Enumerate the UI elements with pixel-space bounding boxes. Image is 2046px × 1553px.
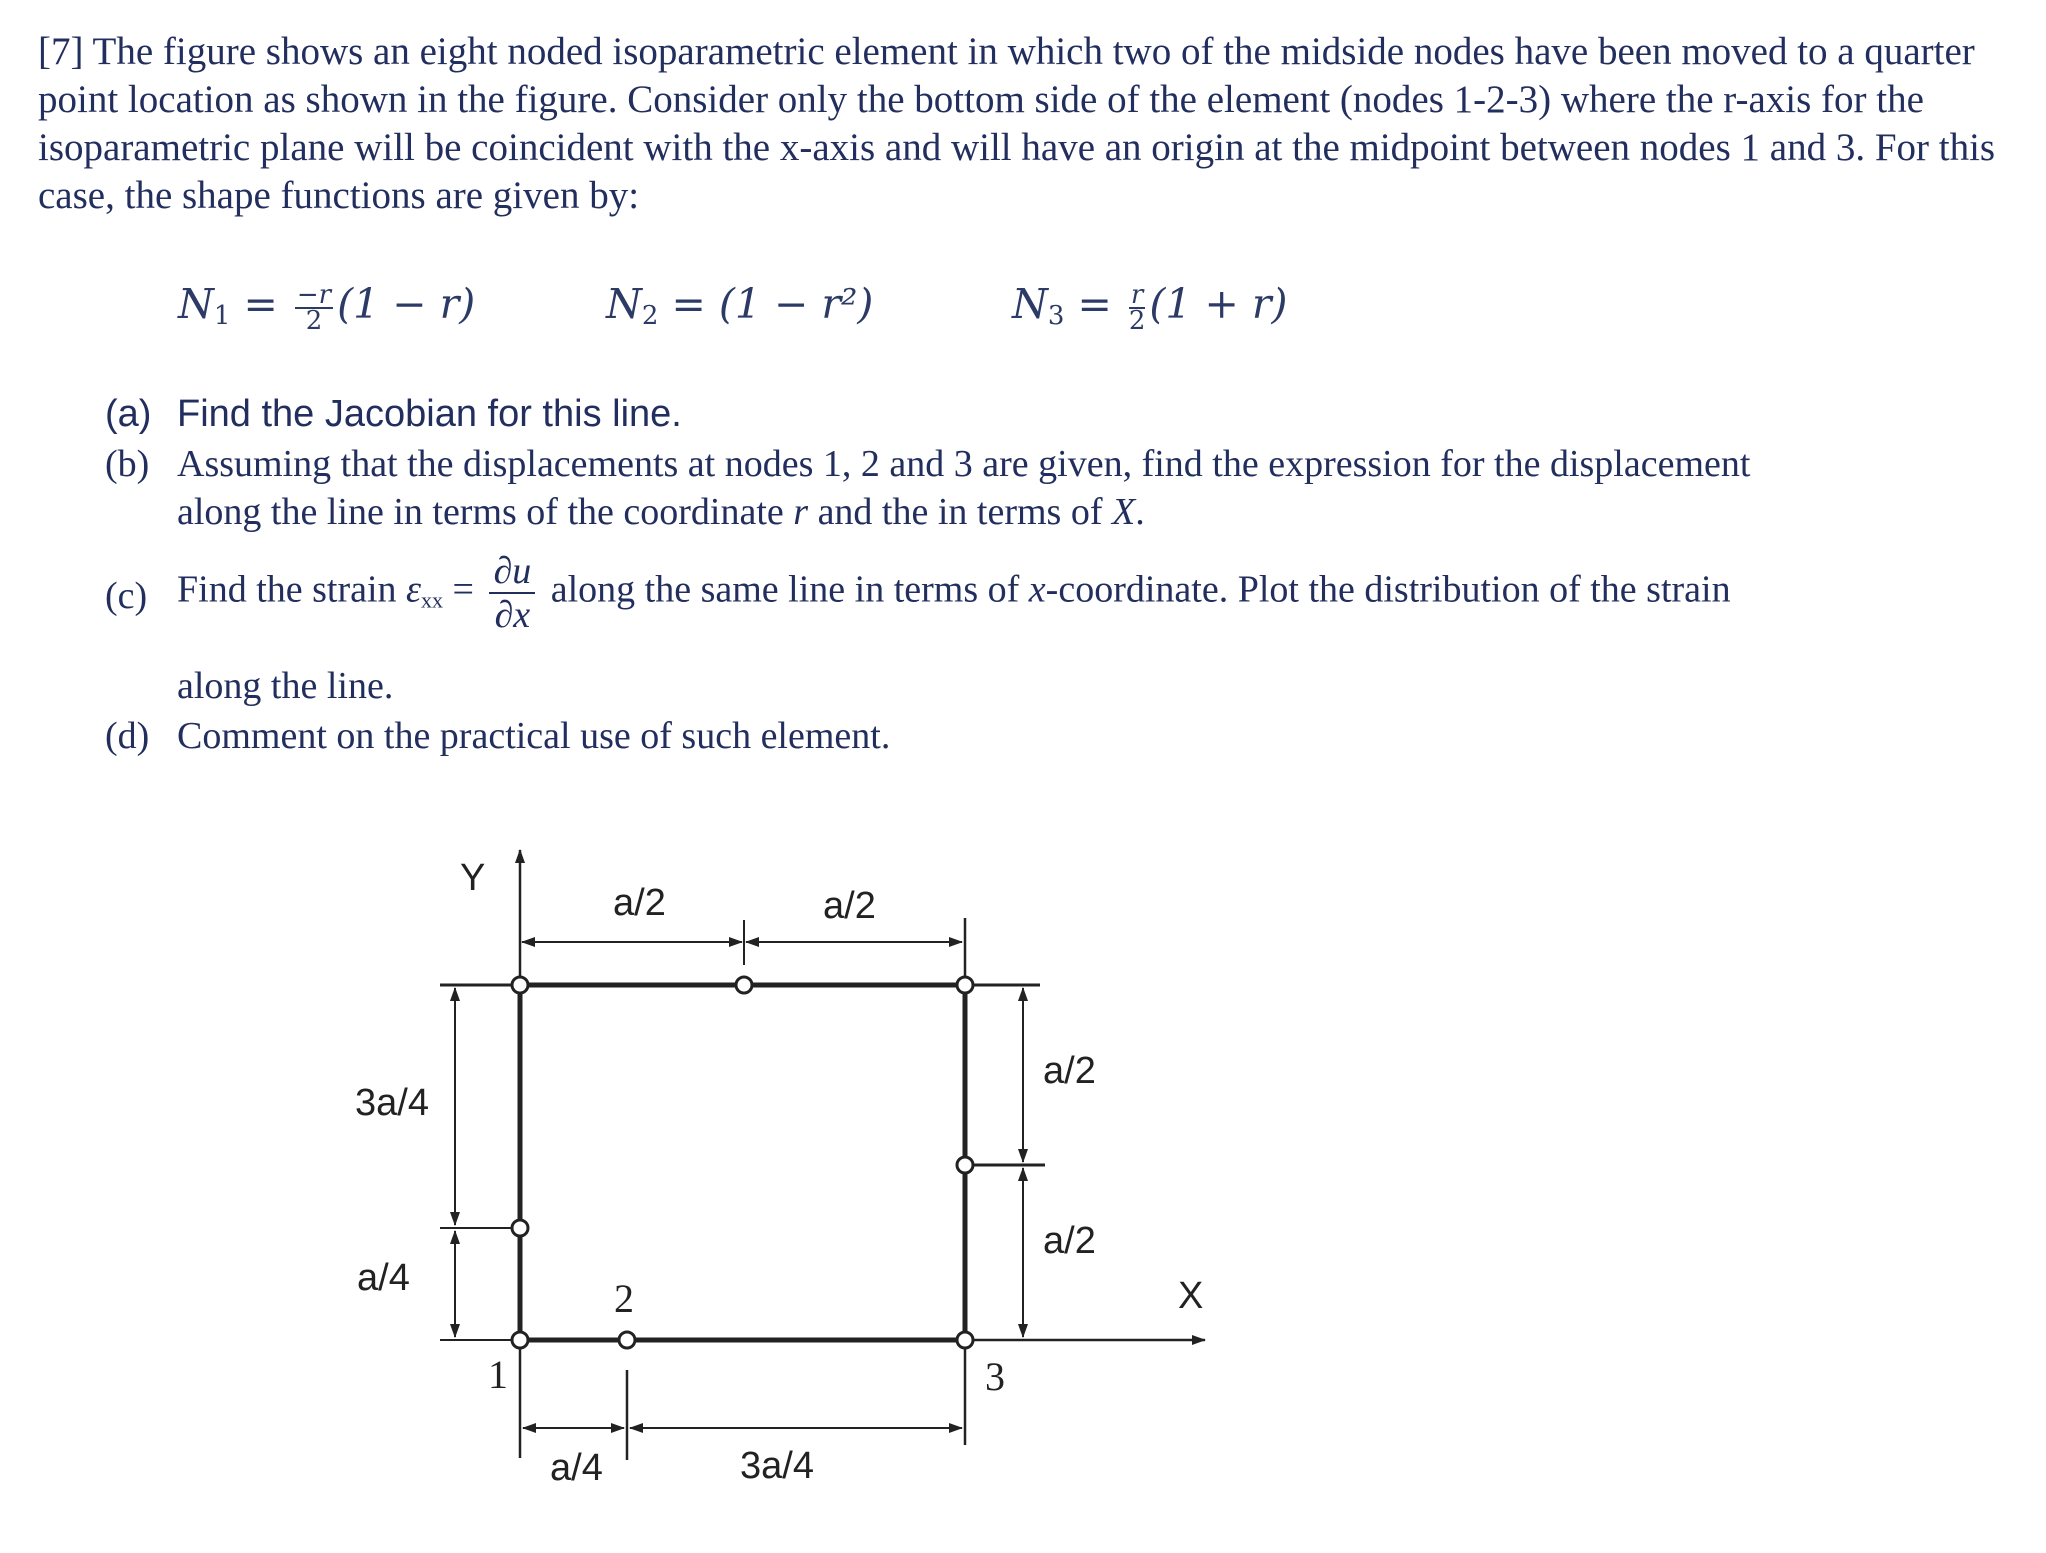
node-top-right-marker	[957, 977, 973, 993]
top-dim-right-label: a/2	[823, 885, 876, 927]
top-dim-left-label: a/2	[613, 882, 666, 924]
node-left-quarter-marker	[512, 1220, 528, 1236]
shape-function-n2: $N_2 = (1 - r^2)$	[606, 280, 874, 331]
element-outline	[520, 985, 965, 1340]
problem-intro: The figure shows an eight noded isoparametric element in which two of the midside nodes have been moved to a quarter point location as shown in the figure. Consider only the bottom side of the element (nodes 1-2-3) where the r-axis for the isoparametric plane will be coincident with the x-axis and will have an origin at the midpoint between nodes 1 and 3. For this case, the shape functions are given by:	[38, 30, 1996, 217]
node-2-marker	[619, 1332, 635, 1348]
node-right-mid-marker	[957, 1157, 973, 1173]
node-2-label: 2	[614, 1276, 634, 1321]
node-1-marker	[512, 1332, 528, 1348]
problem-number: [7]	[38, 30, 84, 73]
document-page: [7] The figure shows an eight noded isoparametric element in which two of the midside nodes have been moved to a quarter point location as shown in the figure. Consider only the bottom side of the element (nodes 1-2-3) where the r-axis for the isoparametric plane will be coincident with the x-axis and will have an origin at the midpoint between nodes 1 and 3. For this case, the shape functions are given by: $N_1$ = $\frac{-r}{2}$ (1 − r) $N_2 = (1 - r^2)$ $N_3$ = $\frac{r}{2}$ (1 + r) (a) Find the Jacobian for this line. (b) Assuming that the displacements at nodes 1, 2 and 3 are given, find the expression for the displacement along the line in terms of the coordinate r and the in terms of X. (c) Find the strain $\varepsilon_{xx}$ = $\frac{\partial u}{\partial x}$ along the same line in terms of x-coordinate. Plot the distribution of the strain along the line. (d) Comment on the practical use of such element. Y X a/2 a/2 a/2 a/2 3a/4 a/4 a/4 3a/4 1 2 3	[0, 0, 2046, 1553]
left-dim-lower-label: a/4	[357, 1257, 410, 1299]
shape-function-n3: $N_3$ = $\frac{r}{2}$ (1 + r)	[1012, 279, 1288, 336]
x-axis-label: X	[1178, 1275, 1204, 1317]
node-top-mid-marker	[736, 977, 752, 993]
node-1-label: 1	[488, 1352, 508, 1397]
right-dim-lower-label: a/2	[1043, 1220, 1096, 1262]
node-3-label: 3	[985, 1354, 1005, 1399]
element-nodes	[512, 977, 973, 1348]
strain-fraction: $\frac{\partial u}{\partial x}$	[489, 550, 535, 636]
left-dim-upper-label: 3a/4	[355, 1082, 429, 1124]
y-axis-label: Y	[460, 857, 486, 899]
bottom-dim-right-label: 3a/4	[740, 1445, 814, 1487]
right-dim-upper-label: a/2	[1043, 1050, 1096, 1092]
shape-function-n1: $N_1$ = $\frac{-r}{2}$ (1 − r)	[178, 279, 476, 336]
node-top-left-marker	[512, 977, 528, 993]
bottom-dim-left-label: a/4	[550, 1447, 603, 1489]
node-3-marker	[957, 1332, 973, 1348]
